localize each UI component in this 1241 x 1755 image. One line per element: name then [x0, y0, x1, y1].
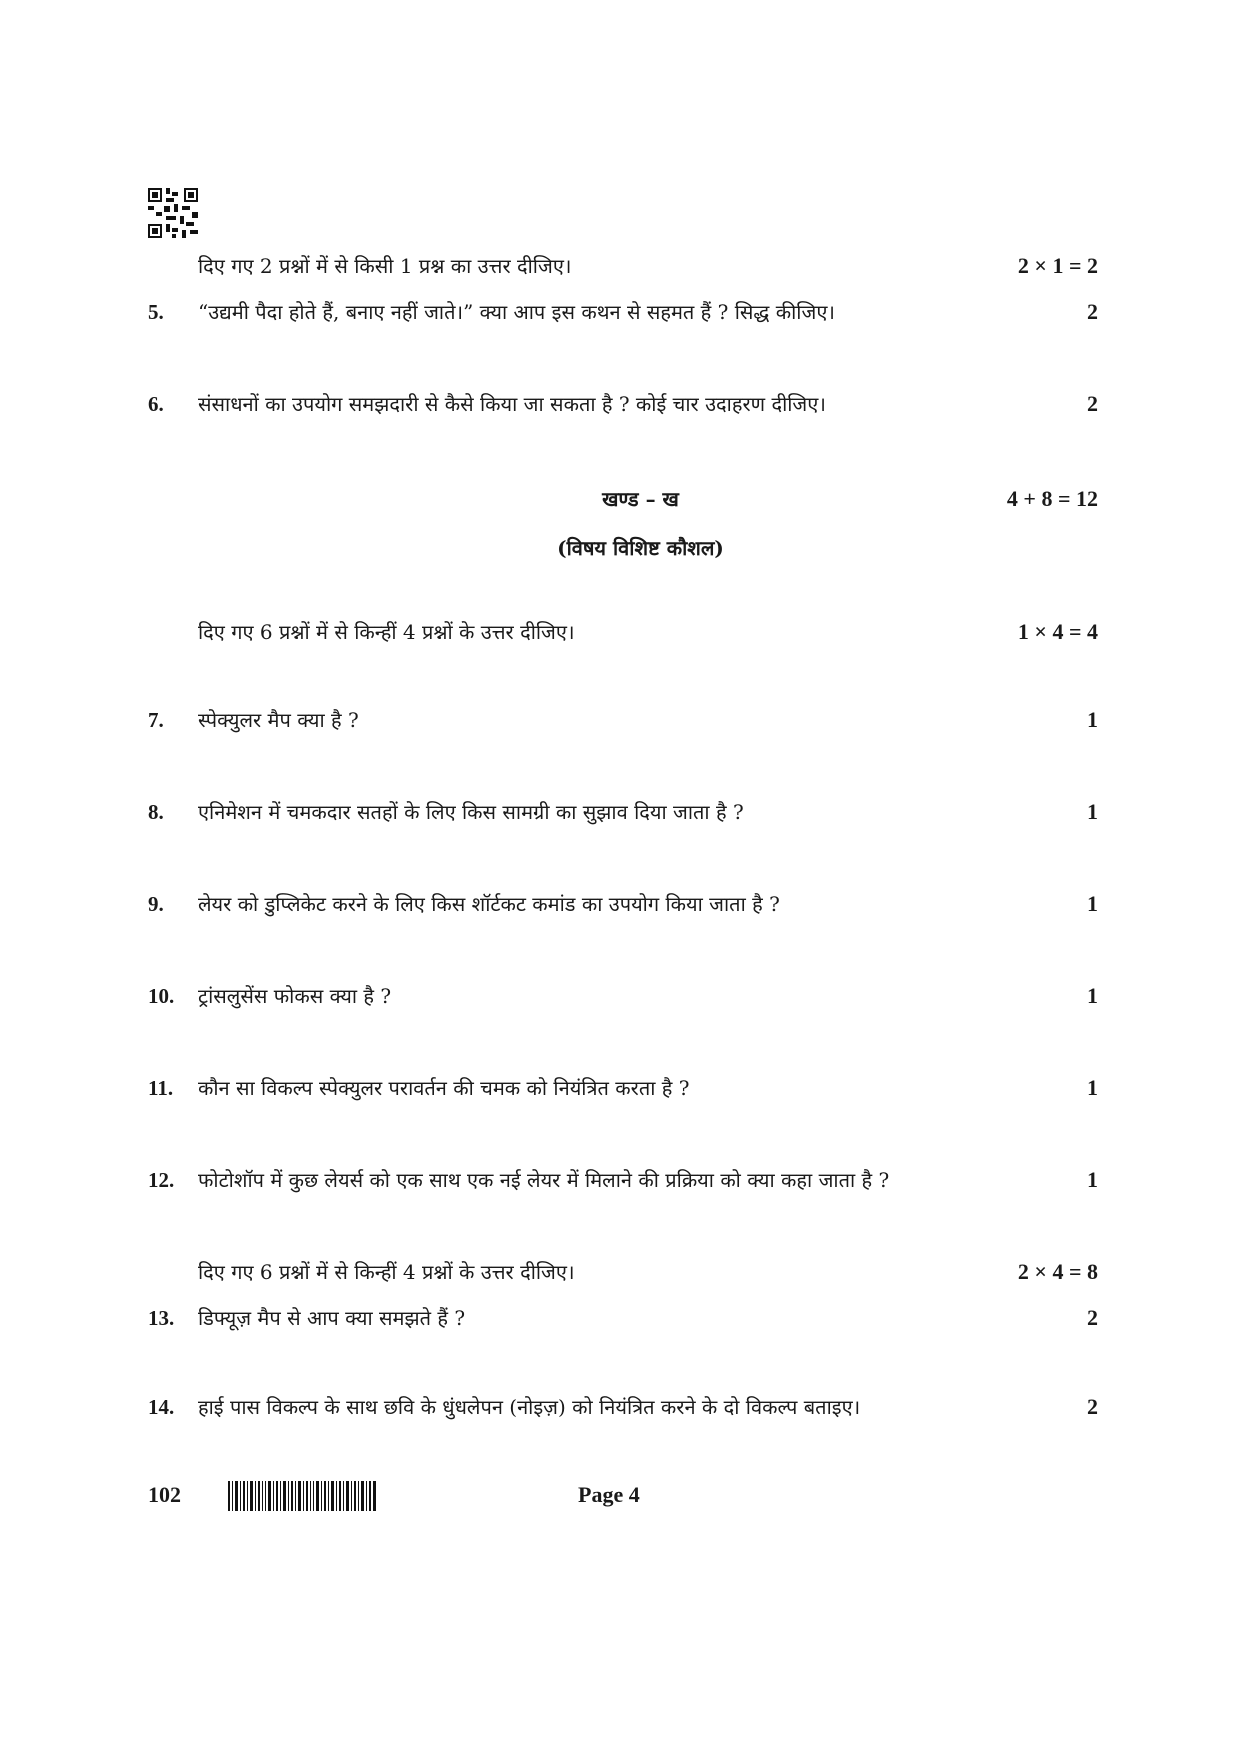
question-number: 13. [148, 1306, 175, 1330]
question-marks: 2 [1087, 1305, 1098, 1330]
page-footer [148, 1475, 1098, 1515]
question-9 [148, 884, 1098, 924]
question-marks: 1 [1087, 1075, 1098, 1100]
question-number: 10. [148, 984, 175, 1008]
section-b-instruction-2 [148, 1252, 1098, 1292]
instruction-text: दिए गए 6 प्रश्नों में से किन्हीं 4 प्रश्नों के उत्तर दीजिए। [198, 620, 575, 644]
page-number: Page 4 [578, 1482, 640, 1507]
question-text: संसाधनों का उपयोग समझदारी से कैसे किया जा सकता है ? कोई चार उदाहरण दीजिए। [198, 392, 826, 416]
question-marks: 2 [1087, 1394, 1098, 1419]
question-marks: 1 [1087, 983, 1098, 1008]
question-text: “उद्यमी पैदा होते हैं, बनाए नहीं जाते।” क्या आप इस कथन से सहमत हैं ? सिद्ध कीजिए। [198, 300, 835, 324]
question-13 [148, 1298, 1098, 1338]
question-number: 6. [148, 392, 164, 416]
question-number: 14. [148, 1395, 175, 1419]
question-text: एनिमेशन में चमकदार सतहों के लिए किस सामग्री का सुझाव दिया जाता है ? [198, 800, 744, 824]
question-5 [148, 292, 1098, 332]
question-number: 8. [148, 800, 164, 824]
question-text: कौन सा विकल्प स्पेक्युलर परावर्तन की चमक को नियंत्रित करता है ? [198, 1076, 690, 1100]
question-10 [148, 976, 1098, 1016]
question-7 [148, 700, 1098, 740]
question-number: 5. [148, 300, 164, 324]
question-marks: 2 [1087, 391, 1098, 416]
instruction-text: दिए गए 2 प्रश्नों में से किसी 1 प्रश्न का उत्तर दीजिए। [198, 254, 572, 278]
barcode-icon [228, 1481, 376, 1511]
instruction-marks: 1 × 4 = 4 [1017, 619, 1098, 644]
section-subtitle: (विषय विशिष्ट कौशल) [557, 536, 724, 560]
section-a-instruction [148, 246, 1098, 286]
question-number: 11. [148, 1076, 174, 1100]
question-marks: 1 [1087, 799, 1098, 824]
question-marks: 1 [1087, 707, 1098, 732]
question-number: 12. [148, 1168, 175, 1192]
question-text: ट्रांसलुसेंस फोकस क्या है ? [198, 984, 392, 1008]
question-marks: 1 [1087, 1167, 1098, 1192]
question-12 [148, 1160, 1098, 1200]
instruction-marks: 2 × 1 = 2 [1017, 253, 1098, 278]
question-14 [148, 1387, 1098, 1427]
section-b-subtitle [148, 528, 1098, 568]
question-marks: 1 [1087, 891, 1098, 916]
question-text: डिफ्यूज़ मैप से आप क्या समझते हैं ? [198, 1306, 466, 1330]
instruction-text: दिए गए 6 प्रश्नों में से किन्हीं 4 प्रश्नों के उत्तर दीजिए। [198, 1260, 575, 1284]
paper-code: 102 [148, 1482, 181, 1507]
question-6 [148, 384, 1098, 424]
question-text: स्पेक्युलर मैप क्या है ? [198, 708, 359, 732]
section-b-heading [148, 479, 1098, 519]
section-title: खण्ड – ख [602, 487, 679, 511]
section-b-instruction-1 [148, 612, 1098, 652]
question-text: लेयर को डुप्लिकेट करने के लिए किस शॉर्टकट कमांड का उपयोग किया जाता है ? [198, 892, 780, 916]
question-text: हाई पास विकल्प के साथ छवि के धुंधलेपन (नोइज़) को नियंत्रित करने के दो विकल्प बताइए। [198, 1395, 861, 1419]
question-number: 9. [148, 892, 164, 916]
question-text: फोटोशॉप में कुछ लेयर्स को एक साथ एक नई लेयर में मिलाने की प्रक्रिया को क्या कहा जाता है ? [198, 1168, 890, 1192]
section-total-marks: 4 + 8 = 12 [1006, 486, 1098, 511]
question-number: 7. [148, 708, 164, 732]
qr-code-icon [148, 188, 198, 238]
question-marks: 2 [1087, 299, 1098, 324]
question-8 [148, 792, 1098, 832]
instruction-marks: 2 × 4 = 8 [1017, 1259, 1098, 1284]
question-11 [148, 1068, 1098, 1108]
